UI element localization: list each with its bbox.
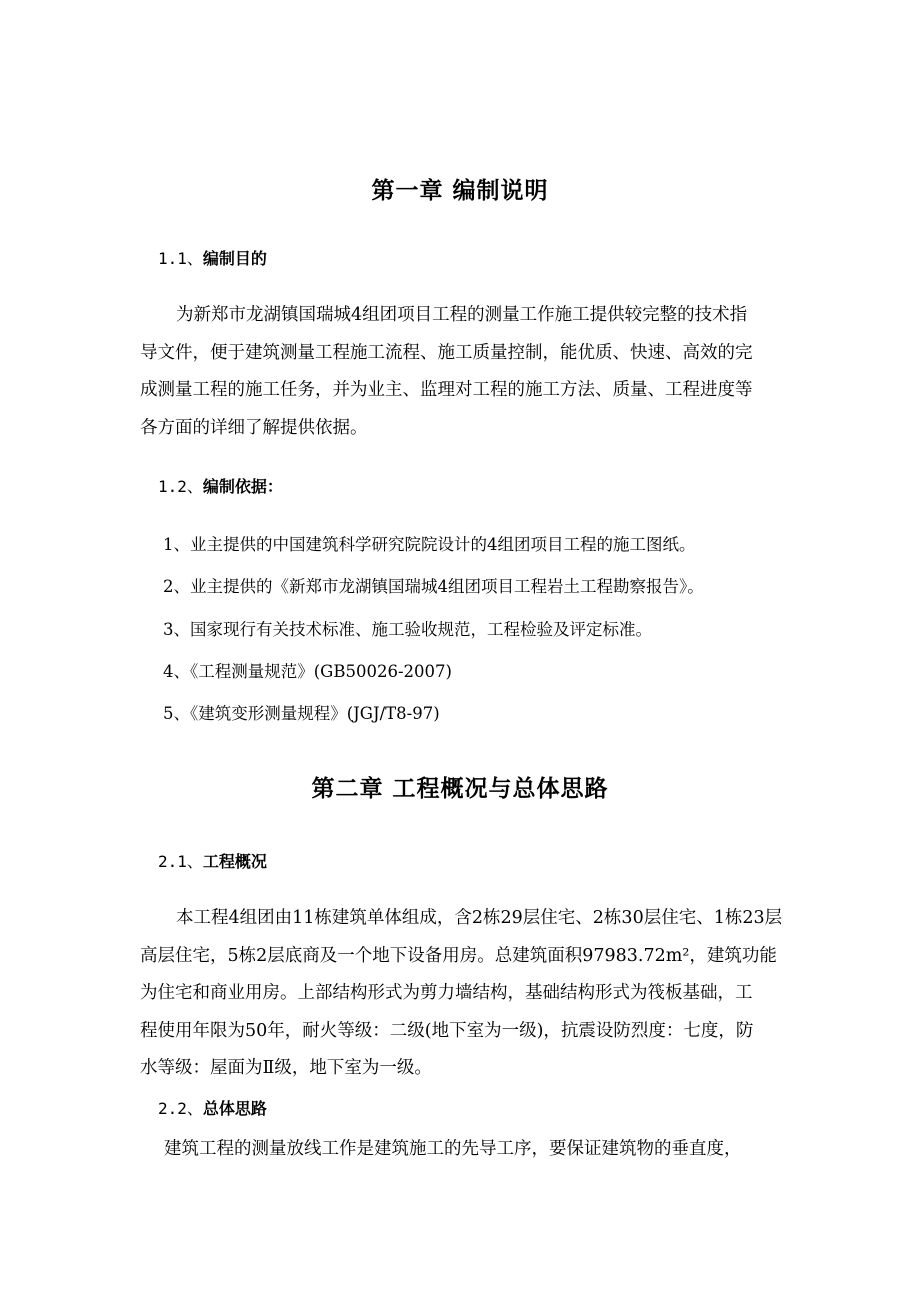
paragraph-line: 本工程4组团由11栋建筑单体组成，含2栋29层住宅、2栋30层住宅、1栋23层 [176, 908, 783, 928]
section-1-2-number: 1.2、 [158, 477, 203, 496]
paragraph-line: 高层住宅，5栋2层底商及一个地下设备用房。总建筑面积97983.72m²，建筑功能 [140, 945, 777, 966]
section-2-2-title: 总体思路 [202, 1099, 267, 1118]
paragraph-line: 为新郑市龙湖镇国瑞城4组团项目工程的测量工作施工提供较完整的技术指 [176, 305, 748, 325]
section-2-1-heading [158, 849, 267, 872]
section-2-2-heading [158, 1096, 267, 1119]
section-2-1-title: 工程概况 [202, 852, 267, 871]
basis-list-item: 5、《建筑变形测量规程》(JGJ/T8-97) [163, 704, 440, 723]
section-1-1-number: 1.1、 [158, 249, 203, 268]
paragraph-line: 水等级：屋面为Ⅱ级，地下室为一级。 [140, 1058, 432, 1078]
paragraph-line: 建筑工程的测量放线工作是建筑施工的先导工序，要保证建筑物的垂直度， [164, 1139, 742, 1159]
section-1-1-paragraph [140, 297, 780, 447]
paragraph-line: 各方面的详细了解提供依据。 [140, 417, 368, 438]
section-1-1-title: 编制目的 [202, 249, 267, 268]
basis-list-item: 4、《工程测量规范》(GB50026-2007) [163, 662, 452, 681]
section-1-2-heading [158, 474, 283, 497]
section-2-2-number: 2.2、 [158, 1099, 203, 1118]
paragraph-line: 导文件，便于建筑测量工程施工流程、施工质量控制，能优质、快速、高效的完 [140, 342, 753, 363]
section-2-1-number: 2.1、 [158, 852, 203, 871]
paragraph-line: 为住宅和商业用房。上部结构形式为剪力墙结构，基础结构形式为筏板基础，工 [140, 983, 753, 1003]
basis-list-item: 3、国家现行有关技术标准、施工验收规范，工程检验及评定标准。 [163, 620, 652, 639]
section-2-2-paragraph [140, 1131, 780, 1169]
paragraph-line: 成测量工程的施工任务，并为业主、监理对工程的施工方法、质量、工程进度等 [140, 380, 753, 400]
basis-list-item: 2、业主提供的《新郑市龙湖镇国瑞城4组团项目工程岩土工程勘察报告》。 [163, 577, 704, 596]
chapter-2-title: 第二章 工程概况与总体思路 [311, 776, 609, 802]
section-2-1-paragraph [140, 900, 783, 1088]
chapter-1-title: 第一章 编制说明 [371, 178, 549, 204]
section-1-1-heading [158, 246, 267, 269]
section-1-2-title: 编制依据： [202, 477, 283, 496]
paragraph-line: 程使用年限为50年，耐火等级：二级(地下室为一级)，抗震设防烈度：七度，防 [140, 1020, 754, 1041]
basis-list-item: 1、业主提供的中国建筑科学研究院院设计的4组团项目工程的施工图纸。 [163, 535, 696, 554]
